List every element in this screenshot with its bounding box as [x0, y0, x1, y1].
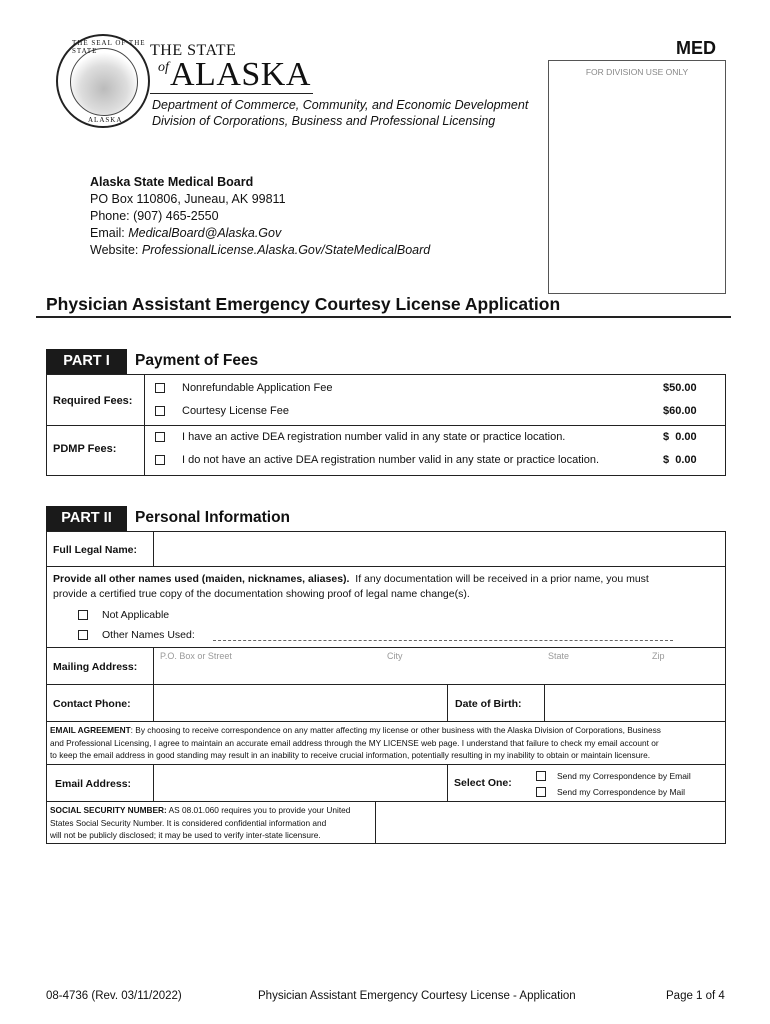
other-names-bold: Provide all other names used (maiden, nicknames, aliases).	[53, 573, 350, 585]
dea-active-checkbox[interactable]	[155, 432, 165, 442]
seal-ring-top: THE SEAL OF THE STATE	[72, 39, 146, 55]
ssn-line: AS 08.01.060 requires you to provide your United	[166, 805, 351, 815]
board-name: Alaska State Medical Board	[90, 175, 254, 189]
division-line: Division of Corporations, Business and Professional Licensing	[152, 114, 496, 128]
other-names-rest: If any documentation will be received in a prior name, you must	[349, 573, 649, 585]
full-legal-name-input[interactable]	[154, 532, 725, 565]
not-applicable-label: Not Applicable	[102, 609, 170, 621]
mailing-address-label: Mailing Address:	[53, 661, 138, 673]
other-names-used-label: Other Names Used:	[102, 629, 195, 641]
fee-amount: $50.00	[663, 382, 697, 394]
wordmark-rule	[150, 93, 313, 94]
by-mail-checkbox[interactable]	[536, 787, 546, 797]
ssn-bold: SOCIAL SECURITY NUMBER:	[50, 805, 167, 815]
mailing-address-input[interactable]	[154, 648, 725, 683]
by-mail-label: Send my Correspondence by Mail	[557, 787, 686, 797]
title-rule	[36, 316, 731, 318]
zip-placeholder: Zip	[652, 651, 665, 661]
alaska-wordmark: ALASKA	[170, 56, 311, 93]
by-email-label: Send my Correspondence by Email	[557, 771, 691, 781]
page-title: Physician Assistant Emergency Courtesy License Application	[46, 294, 561, 314]
dob-label: Date of Birth:	[455, 698, 522, 710]
state-placeholder: State	[548, 651, 570, 661]
email-agreement-line: : By choosing to receive correspondence on any matter affecting my license or other business with the Alaska Division of Corporations, Business	[130, 725, 661, 735]
full-legal-name-label: Full Legal Name:	[53, 544, 138, 556]
select-divider	[447, 764, 448, 801]
required-fees-label: Required Fees:	[53, 395, 133, 407]
board-website-line	[90, 242, 430, 259]
fee-amount: $60.00	[663, 405, 697, 417]
contact-phone-label: Contact Phone:	[53, 698, 131, 710]
of-text: of	[158, 60, 169, 75]
department-text	[152, 97, 528, 129]
other-names-line2: provide a certified true copy of the documentation showing proof of legal name change(s).	[53, 588, 470, 600]
ssn-line: States Social Security Number. It is considered confidential information and	[50, 817, 327, 828]
other-names-instruction	[53, 573, 649, 585]
seal-ring-bottom: ALASKA	[88, 116, 123, 124]
part2-tab: PART II	[46, 506, 127, 531]
pdmp-fees-label: PDMP Fees:	[53, 443, 117, 455]
email-agreement	[50, 724, 722, 762]
department-line: Department of Commerce, Community, and Economic Development	[152, 98, 529, 112]
fee-label: I do not have an active DEA registration number valid in any state or practice location.	[182, 454, 600, 466]
by-email-checkbox[interactable]	[536, 771, 546, 781]
page-number: Page 1 of 4	[666, 990, 725, 1002]
ssn-line: will not be publicly disclosed; it may be used to verify inter-state licensure.	[50, 830, 321, 840]
city-placeholder: City	[387, 651, 403, 661]
form-number: 08-4736 (Rev. 03/11/2022)	[46, 990, 182, 1002]
board-address: PO Box 110806, Juneau, AK 99811	[90, 192, 286, 206]
form-code: MED	[676, 38, 716, 58]
contact-phone-input[interactable]	[154, 685, 446, 720]
part2-title: Personal Information	[135, 509, 291, 526]
row-divider	[46, 566, 726, 567]
email-address-input[interactable]	[154, 765, 446, 800]
fee-label: Courtesy License Fee	[182, 405, 289, 417]
dob-divider-left	[447, 684, 448, 721]
select-one-label: Select One:	[454, 777, 512, 789]
board-email-line	[90, 225, 430, 242]
dob-input[interactable]	[545, 685, 725, 720]
state-seal-icon	[56, 34, 150, 128]
ssn-notice	[50, 804, 350, 842]
division-use-box	[548, 60, 726, 294]
street-placeholder: P.O. Box or Street	[160, 651, 232, 661]
fees-label-divider	[144, 374, 145, 476]
board-phone: Phone: (907) 465-2550	[90, 209, 219, 223]
website-label: Website:	[90, 243, 142, 257]
board-email-link[interactable]: MedicalBoard@Alaska.Gov	[128, 226, 282, 240]
seal-emblem	[70, 48, 138, 116]
not-applicable-checkbox[interactable]	[78, 610, 88, 620]
division-use-label: FOR DIVISION USE ONLY	[585, 67, 689, 77]
footer-title: Physician Assistant Emergency Courtesy License - Application	[258, 990, 576, 1002]
part1-title: Payment of Fees	[135, 352, 259, 369]
fee-label: Nonrefundable Application Fee	[182, 382, 333, 394]
email-agreement-line: and Professional Licensing, I agree to maintain an accurate email address through the MY LICENSE web page. I understand that failure to check my email account or	[50, 737, 659, 748]
fee-amount: $ 0.00	[663, 431, 697, 443]
row-divider	[46, 721, 726, 722]
courtesy-fee-checkbox[interactable]	[155, 406, 165, 416]
email-agreement-bold: EMAIL AGREEMENT	[50, 725, 131, 735]
fees-divider	[46, 425, 726, 426]
dea-none-checkbox[interactable]	[155, 455, 165, 465]
fee-amount: $ 0.00	[663, 454, 697, 466]
board-website-link[interactable]: ProfessionalLicense.Alaska.Gov/StateMedicalBoard	[141, 243, 431, 257]
ssn-input[interactable]	[376, 802, 725, 842]
application-fee-checkbox[interactable]	[155, 383, 165, 393]
the-state-text: THE STATE	[150, 42, 237, 59]
part1-tab: PART I	[46, 349, 127, 374]
email-address-label: Email Address:	[55, 778, 132, 790]
other-names-checkbox[interactable]	[78, 630, 88, 640]
fee-label: I have an active DEA registration number valid in any state or practice location.	[182, 431, 566, 443]
email-label: Email:	[90, 226, 129, 240]
other-names-input[interactable]	[213, 640, 673, 641]
email-agreement-line: to keep the email address in good standing may result in an inability to receive crucial information, potentially resulting in my inability to obtain or maintain licensure.	[50, 750, 650, 760]
board-contact	[90, 174, 430, 259]
